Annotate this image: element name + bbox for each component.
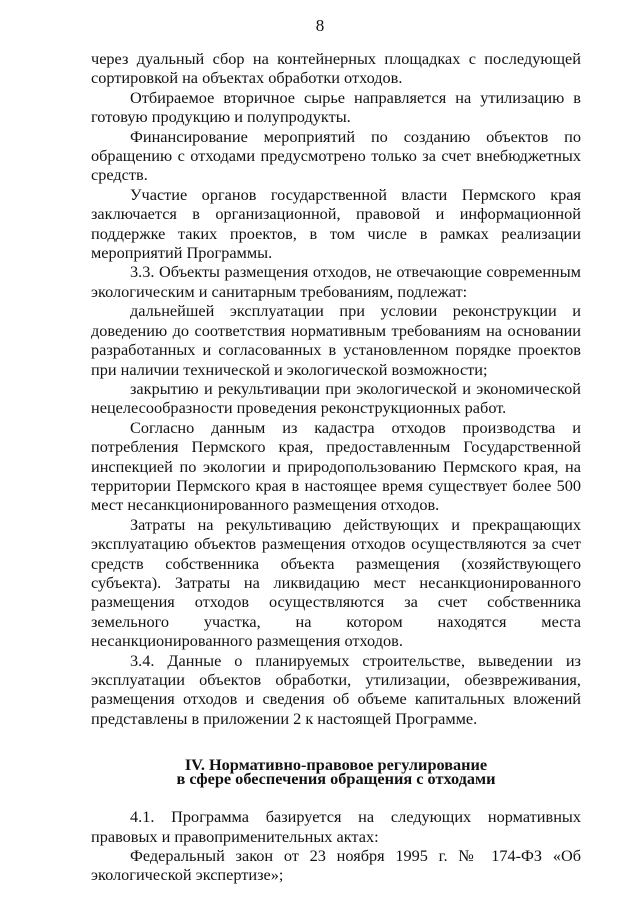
section-heading-line: в сфере обеспечения обращения с отходами	[176, 769, 496, 789]
paragraph: Отбираемое вторичное сырье направляется на утилизацию в готовую продукцию и полупродукты.	[91, 87, 581, 127]
paragraph: Затраты на рекультивацию действующих и прекращающих эксплуатацию объектов размещения отходов осуществляются за счет средств собственника объекта размещения (хозяйствующего субъекта). Затраты на ликвидацию мест несанкционированного размещения отходов осуществляются за счет собственника земельного участка, на котором находятся места несанкционированного размещения отходов.	[91, 514, 581, 651]
page-number: 8	[315, 16, 325, 35]
paragraph: 3.3. Объекты размещения отходов, не отвечающие современным экологическим и санитарным требованиям, подлежат:	[91, 262, 581, 301]
paragraph: через дуальный сбор на контейнерных площадках с последующей сортировкой на объектах обработки отходов.	[91, 49, 581, 88]
paragraph: 4.1. Программа базируется на следующих нормативных правовых и правоприменительных актах:	[91, 807, 581, 846]
paragraph: Федеральный закон от 23 ноября 1995 г. № 174-ФЗ «Об экологической экспертизе»;	[91, 846, 581, 885]
paragraph: Согласно данным из кадастра отходов производства и потребления Пермского края, предоставленным Государственной инспекцией по экологии и природопользованию Пермского края, на территории Пермского края в настоящее время существует более 500 мест несанкционированного размещения отходов.	[91, 417, 581, 515]
section-heading	[91, 755, 581, 789]
paragraph: дальнейшей эксплуатации при условии реконструкции и доведению до соответствия нормативным требованиям на основании разработанных и согласованных в установленном порядке проектов при наличии технической и экологической возможности;	[91, 301, 581, 379]
paragraph: 3.4. Данные о планируемых строительстве, выведении из эксплуатации объектов обработки, утилизации, обезвреживания, размещения отходов и сведения об объеме капитальных вложений представлены в приложении 2 к настоящей Программе.	[91, 650, 581, 728]
paragraph: Участие органов государственной власти Пермского края заключается в организационной, правовой и информационной поддержке таких проектов, в том числе в рамках реализации мероприятий Программы.	[91, 184, 581, 263]
section-heading-line: IV. Нормативно-правовое регулирование	[184, 755, 488, 775]
paragraph: Финансирование мероприятий по созданию объектов по обращению с отходами предусмотрено только за счет внебюджетных средств.	[91, 126, 581, 185]
document-body	[91, 49, 581, 885]
paragraph: закрытию и рекультивации при экологической и экономической нецелесообразности проведения реконструкционных работ.	[91, 378, 581, 418]
